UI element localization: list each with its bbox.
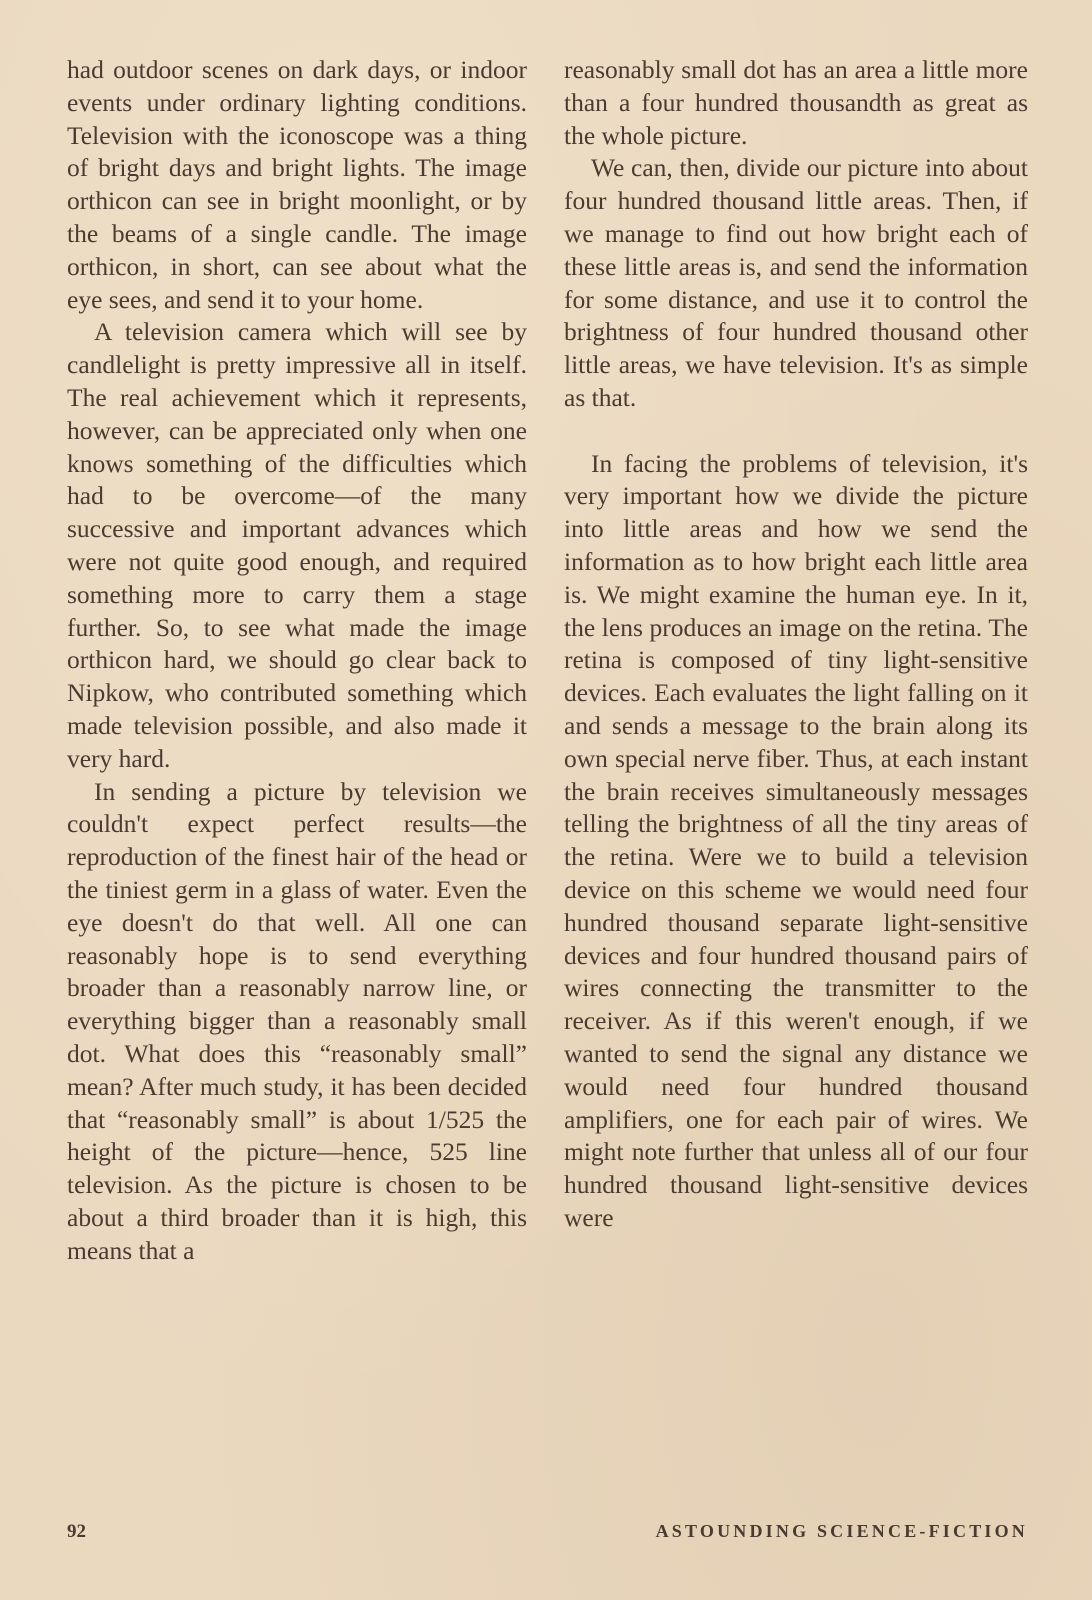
right-column: [564, 54, 1028, 1235]
running-title: ASTOUNDING SCIENCE-FICTION: [655, 1521, 1028, 1541]
paragraph: In sending a picture by television we couldn't expect perfect results—the reproduction of the finest hair of the head or the tiniest germ in a glass of water. Even the eye doesn't do that well. All one can reasonably hope is to send everything broader than a reasonably narrow line, or everything bigger than a reasonably small dot. What does this “reasonably small” mean? After much study, it has been decided that “reasonably small” is about 1/525 the height of the picture—hence, 525 line television. As the picture is chosen to be about a third broader than it is high, this means that a: [67, 776, 527, 1265]
left-column: [67, 54, 527, 1267]
page-footer: [67, 1521, 1028, 1551]
paragraph: We can, then, divide our picture into about four hundred thousand little areas. Then, if we manage to find out how bright each of these little areas is, and send the information for some distance, and use it to control the brightness of four hundred thousand other little areas, we have television. It's as simple as that.: [564, 153, 1028, 412]
paragraph: reasonably small dot has an area a little more than a four hundred thousandth as great as the whole picture.: [564, 55, 1028, 150]
paragraph: In facing the problems of television, it's very important how we divide the picture into little areas and how we send the information as to how bright each little area is. We might examine the human eye. In it, the lens produces an image on the retina. The retina is composed of tiny light-sensitive devices. Each evaluates the light falling on it and sends a message to the brain along its own special nerve fiber. Thus, at each instant the brain receives simultaneously messages telling the brightness of all the tiny areas of the retina. Were we to build a television device on this scheme we would need four hundred thousand separate light-sensitive devices and four hundred thousand pairs of wires connecting the transmitter to the receiver. As if this weren't enough, if we wanted to send the signal any distance we would need four hundred thousand amplifiers, one for each pair of wires. We might note further that unless all of our four hundred thousand light-sensitive devices were: [564, 448, 1028, 1232]
paragraph: had outdoor scenes on dark days, or indoor events under ordinary lighting conditions. Television with the iconoscope was a thing of bright days and bright lights. The image orthicon can see in bright moonlight, or by the beams of a single candle. The image orthicon, in short, can see about what the eye sees, and send it to your home.: [67, 55, 527, 314]
paragraph: A television camera which will see by candlelight is pretty impressive all in itself. The real achievement which it represents, however, can be appreciated only when one knows something of the difficulties which had to be overcome—of the many successive and important advances which were not quite good enough, and required something more to carry them a stage further. So, to see what made the image orthicon hard, we should go clear back to Nipkow, who contributed something which made television possible, and also made it very hard.: [67, 317, 527, 773]
page-number: 92: [67, 1521, 86, 1542]
